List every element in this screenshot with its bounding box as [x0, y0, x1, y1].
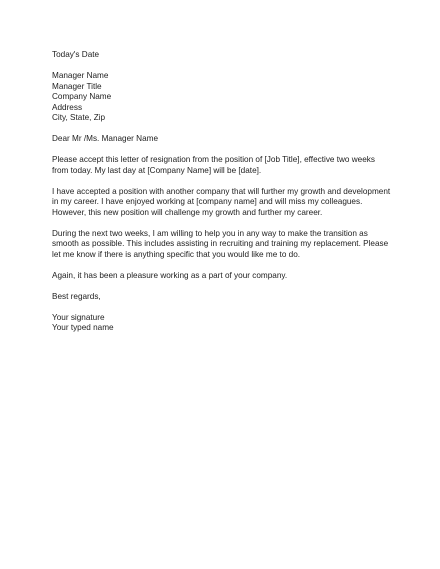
body-paragraph-2: I have accepted a position with another company that will further my growth and development in my career. I have enjoyed working at [company name] and will miss my colleagues. However, this new position will challenge my growth and further my career.	[52, 186, 391, 217]
signature: Your signature	[52, 312, 105, 322]
spacer	[52, 124, 392, 135]
letter-date: Today's Date	[52, 50, 100, 59]
recipient-company: Company Name	[52, 92, 112, 101]
spacer	[52, 145, 392, 156]
spacer	[52, 218, 392, 229]
recipient-address: Address	[52, 102, 83, 112]
body-paragraph-3: During the next two weeks, I am willing to help you in any way to make the transition as smooth as possible. This includes assisting in recruiting and training my replacement. Please let me know if there is anything specific that you would like me to do.	[52, 228, 389, 259]
recipient-title: Manager Title	[52, 81, 102, 91]
recipient-name: Manager Name	[52, 71, 109, 80]
spacer	[52, 61, 392, 72]
spacer	[52, 176, 392, 187]
body-paragraph-1: Please accept this letter of resignation from the position of [Job Title], effective two weeks from today. My last day at [Company Name] will be [date].	[52, 155, 375, 175]
salutation: Dear Mr /Ms. Manager Name	[52, 134, 159, 143]
recipient-city-state-zip: City, State, Zip	[52, 113, 106, 122]
spacer	[52, 260, 392, 271]
resignation-letter	[52, 50, 392, 334]
spacer	[52, 281, 392, 292]
typed-name: Your typed name	[52, 323, 114, 332]
spacer	[52, 302, 392, 313]
recipient-block	[52, 71, 392, 124]
body-paragraph-4: Again, it has been a pleasure working as a part of your company.	[52, 270, 288, 280]
closing: Best regards,	[52, 291, 101, 301]
